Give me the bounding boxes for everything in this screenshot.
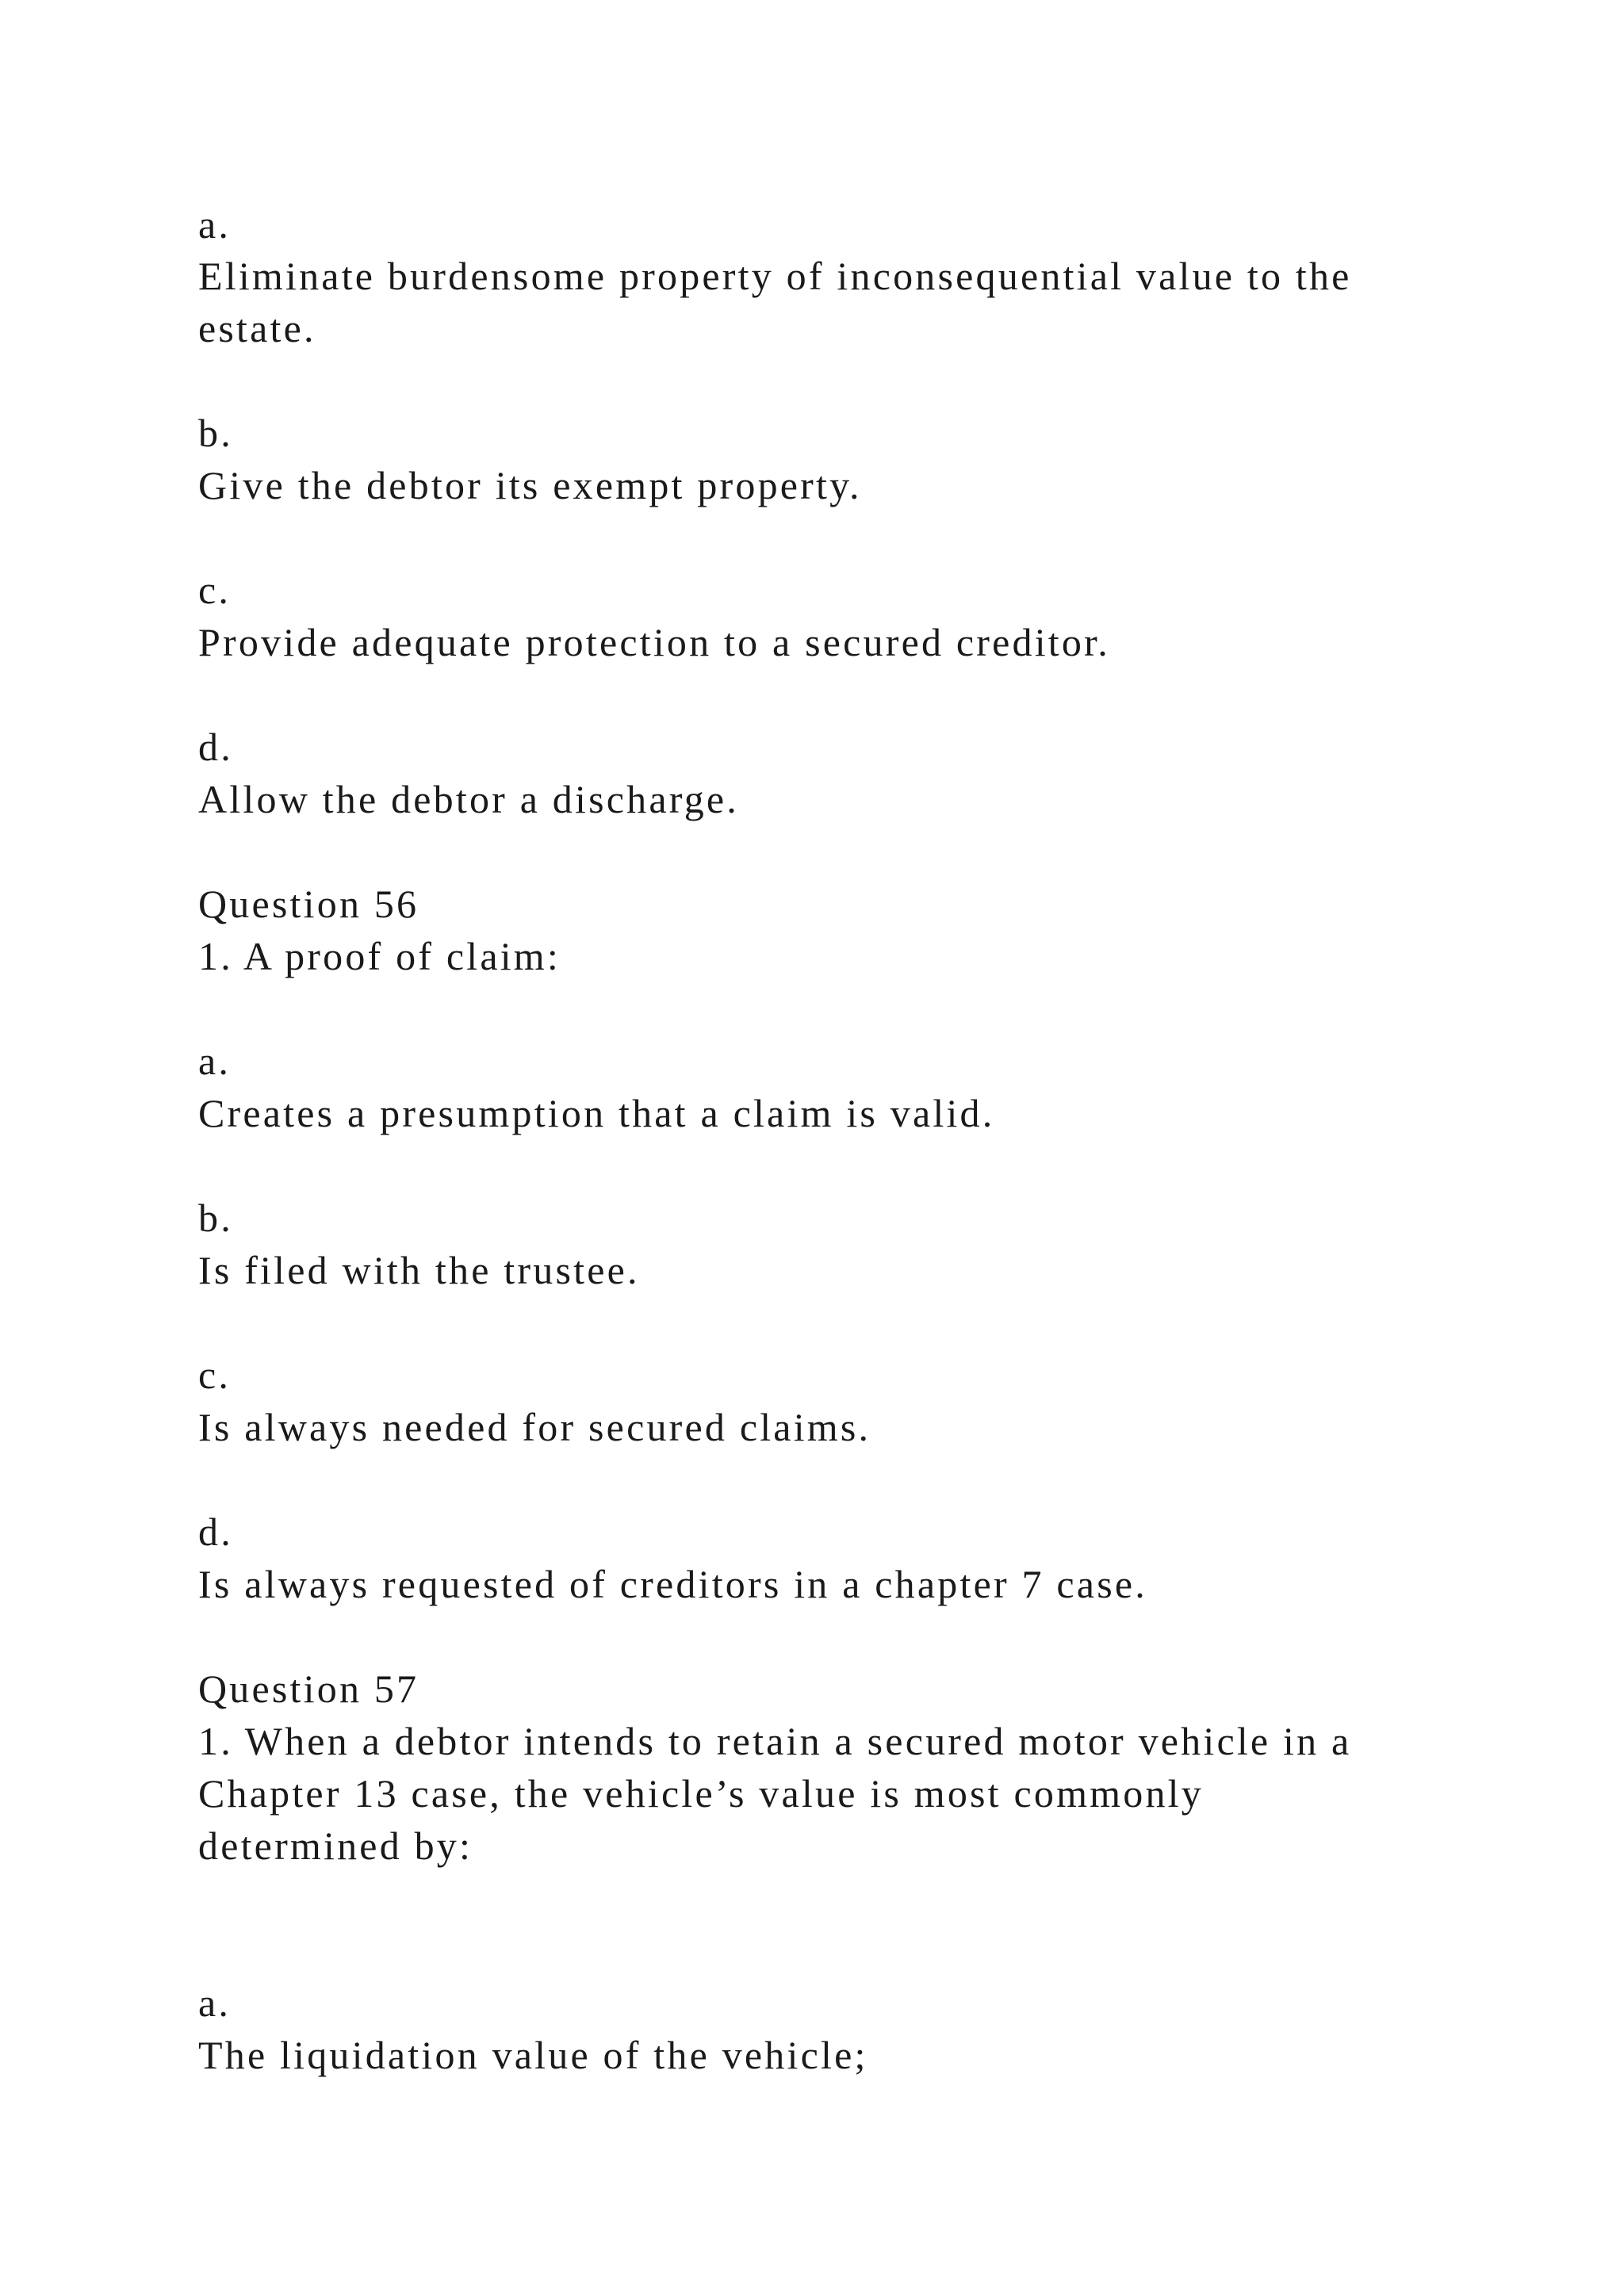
option-text-d: Allow the debtor a discharge.	[198, 777, 739, 821]
option-text-a: Eliminate burdensome property of inconsequential value to the	[198, 254, 1352, 298]
q56-option-text-d: Is always requested of creditors in a chapter 7 case.	[198, 1562, 1147, 1606]
question-56-heading: Question 56	[198, 882, 419, 926]
question-56-prompt: 1. A proof of claim:	[198, 934, 561, 978]
question-57-prompt-line-2: Chapter 13 case, the vehicle’s value is most commonly	[198, 1771, 1204, 1816]
q56-option-text-c: Is always needed for secured claims.	[198, 1405, 871, 1449]
option-text-c: Provide adequate protection to a secured creditor.	[198, 620, 1110, 664]
question-57-prompt-line-3: determined by:	[198, 1823, 473, 1868]
q56-option-text-b: Is filed with the trustee.	[198, 1248, 640, 1292]
q57-option-text-a: The liquidation value of the vehicle;	[198, 2033, 868, 2077]
option-letter-d: d.	[198, 725, 233, 769]
option-letter-b: b.	[198, 411, 233, 455]
q56-option-text-a: Creates a presumption that a claim is valid.	[198, 1091, 995, 1135]
q56-option-letter-a: a.	[198, 1039, 232, 1083]
option-letter-c: c.	[198, 568, 232, 612]
question-57-prompt: 1. When a debtor intends to retain a secured motor vehicle in a	[198, 1719, 1352, 1763]
q56-option-letter-c: c.	[198, 1353, 232, 1397]
question-57-heading: Question 57	[198, 1667, 419, 1711]
q57-option-letter-a: a.	[198, 1980, 232, 2025]
option-letter-a: a.	[198, 202, 232, 247]
q56-option-letter-d: d.	[198, 1510, 233, 1554]
q56-option-letter-b: b.	[198, 1196, 233, 1240]
option-text-a-continued: estate.	[198, 306, 316, 350]
option-text-b: Give the debtor its exempt property.	[198, 463, 862, 507]
